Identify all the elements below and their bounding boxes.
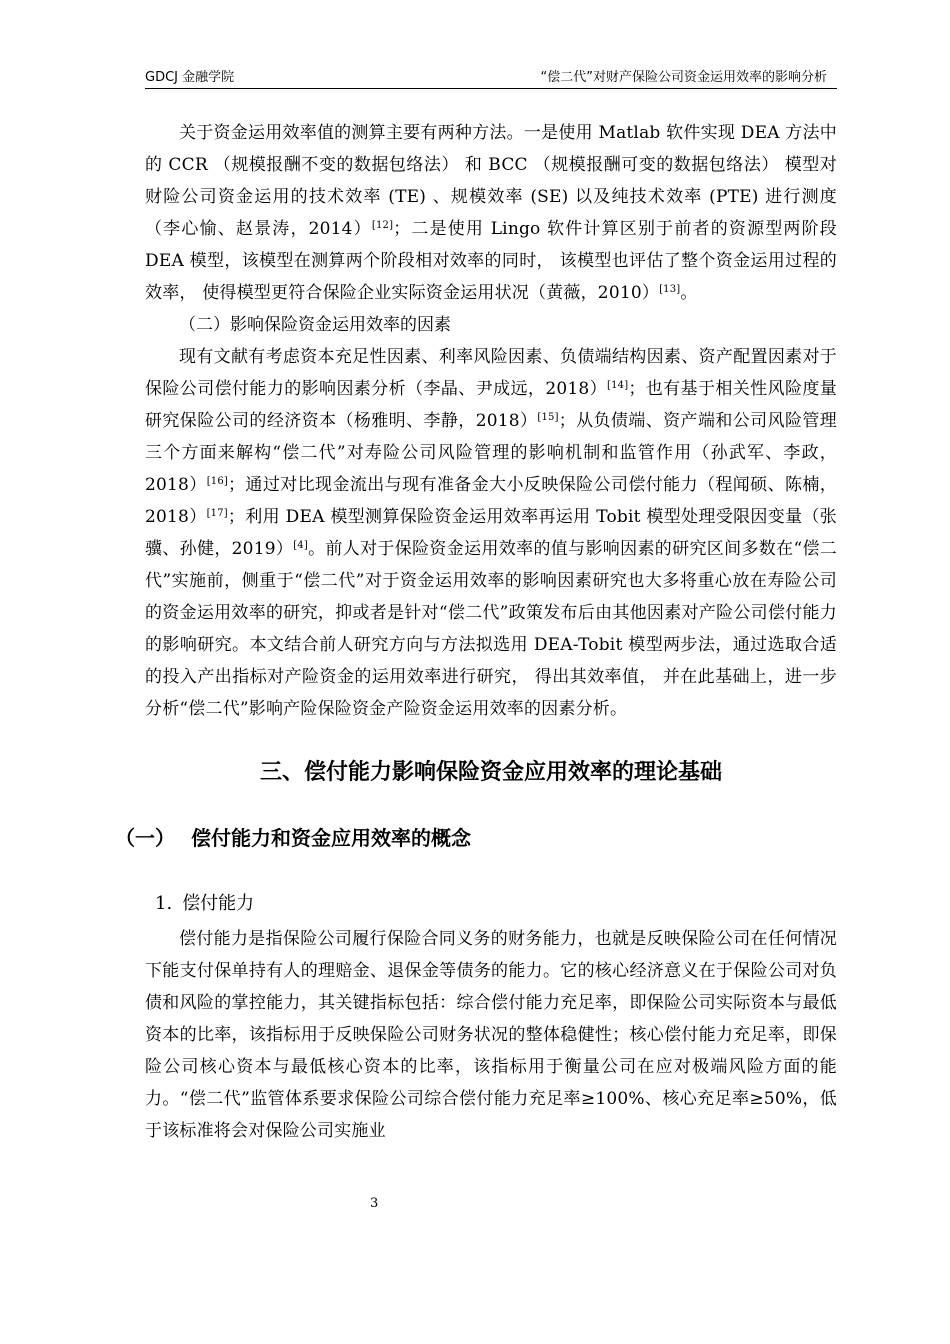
section-number: （一） (115, 826, 175, 850)
citation-13: [13] (659, 284, 681, 295)
section-heading (115, 821, 837, 855)
page-number: 3 (370, 1196, 379, 1211)
paragraph-dea-methods: 关于资金运用效率值的测算主要有两种方法。一是使用 Matlab 软件实现 DEA 方法中的 CCR （规模报酬不变的数据包络法） 和 BCC （规模报酬可变的数据包络法） 模型对财险公司资金运用的技术效率 (TE) 、规模效率 (SE) 以及纯技术效率 (PTE) 进行测度（李心愉、赵景涛，2014）[12]；二是使用 Lingo 软件计算区别于前者的资源型两阶段 DEA 模型，该模型在测算两个阶段相对效率的同时， 该模型也评估了整个资金运用过程的效率， 使得模型更符合保险企业实际资金运用状况（黄薇，2010）[13]。 (145, 123, 837, 303)
subsection-heading (155, 889, 837, 919)
body-text (115, 117, 838, 1147)
subheading-factors: （二）影响保险资金运用效率的因素 (179, 315, 451, 335)
paragraph-literature-review: 现有文献有考虑资本充足性因素、利率风险因素、负债端结构因素、资产配置因素对于保险公司偿付能力的影响因素分析（李晶、尹成远，2018）[14]；也有基于相关性风险度量研究保险公司的经济资本（杨雅明、李静，2018）[15]；从负债端、资产端和公司风险管理三个方面来解构“偿二代”对寿险公司风险管理的影响机制和监管作用（孙武军、李政，2018）[16]；通过对比现金流出与现有准备金大小反映保险公司偿付能力（程闻硕、陈楠，2018）[17]；利用 DEA 模型测算保险资金运用效率再运用 Tobit 模型处理受限因变量（张骥、孙健，2019）[4]。前人对于保险资金运用效率的值与影响因素的研究区间多数在“偿二代”实施前，侧重于“偿二代”对于资金运用效率的影响因素研究也大多将重心放在寿险公司的资金运用效率的研究，抑或者是针对“偿二代”政策发布后由其他因素对产险公司偿付能力的影响研究。本文结合前人研究方向与方法拟选用 DEA-Tobit 模型两步法，通过选取合适的投入产出指标对产险资金的运用效率进行研究， 得出其效率值， 并在此基础上，进一步分析“偿二代”影响产险保险资金产险资金运用效率的因素分析。 (145, 347, 838, 719)
header-paper-title: “偿二代”对财产保险公司资金运用效率的影响分析 (540, 70, 827, 85)
citation-16: [16] (206, 476, 229, 487)
citation-14: [14] (607, 380, 629, 391)
citation-4: [4] (293, 540, 308, 551)
subsection-number: 1. (155, 893, 173, 914)
citation-15: [15] (537, 412, 559, 423)
chapter-title: 三、偿付能力影响保险资金应用效率的理论基础 (259, 760, 722, 785)
header-institution: GDCJ 金融学院 (145, 70, 235, 85)
paragraph-solvency-definition: 偿付能力是指保险公司履行保险合同义务的财务能力，也就是反映保险公司在任何情况下能支付保单持有人的理赔金、退保金等债务的能力。它的核心经济意义在于保险公司对负债和风险的掌控能力，其关键指标包括：综合偿付能力充足率，即保险公司实际资本与最低资本的比率，该指标用于反映保险公司财务状况的整体稳健性；核心偿付能力充足率，即保险公司核心资本与最低核心资本的比率，该指标用于衡量公司在应对极端风险方面的能力。“偿二代”监管体系要求保险公司综合偿付能力充足率≥100%、核心充足率≥50%，低于该标准将会对保险公司实施业 (145, 929, 837, 1141)
subsection-title: 偿付能力 (182, 893, 255, 914)
citation-17: [17] (206, 508, 228, 519)
citation-12: [12] (371, 220, 394, 231)
section-title: 偿付能力和资金应用效率的概念 (191, 826, 471, 850)
running-header (145, 66, 837, 89)
